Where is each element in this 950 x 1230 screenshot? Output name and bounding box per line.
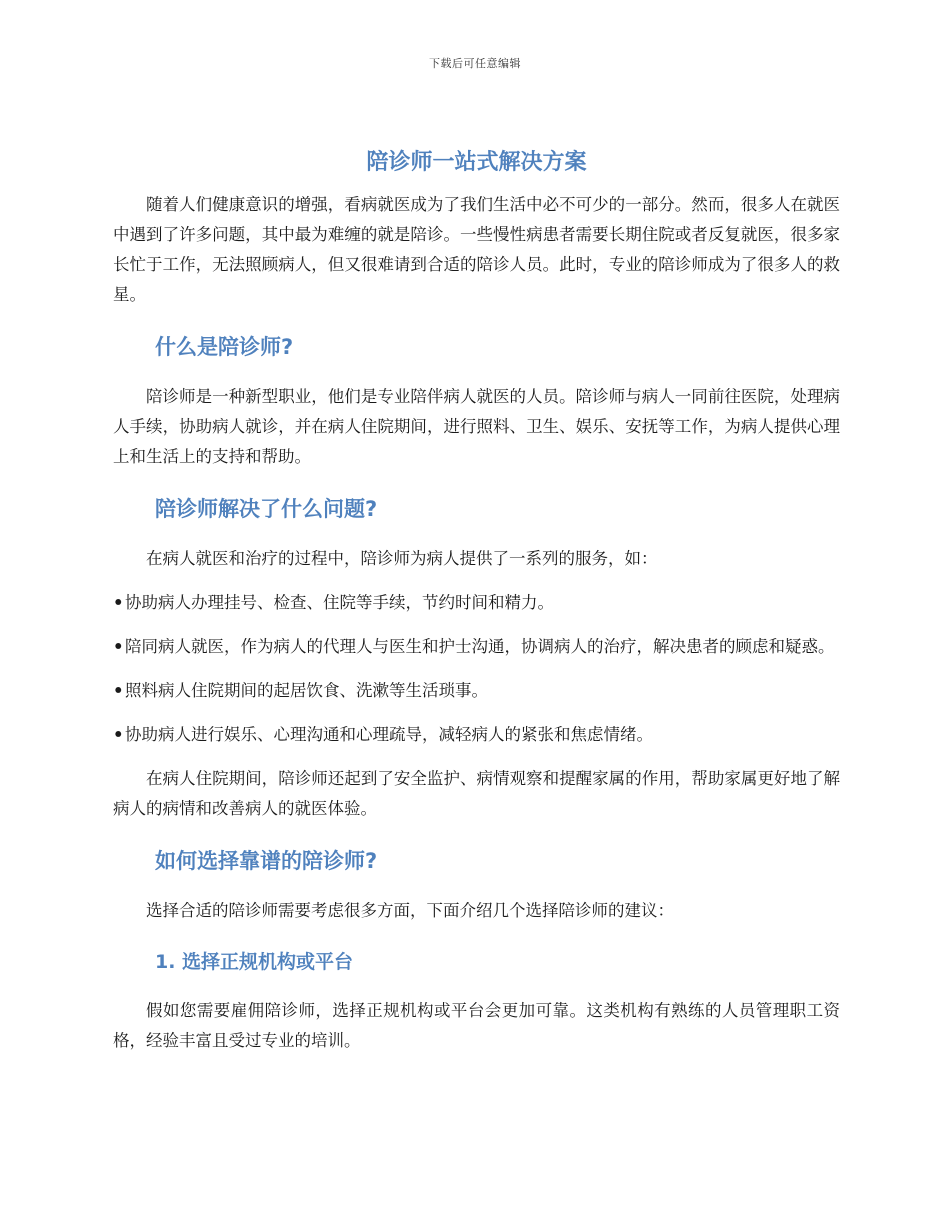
subsection-heading-formal-agency: 1. 选择正规机构或平台 [155,951,354,973]
list-item-text: 协助病人进行娱乐、心理沟通和心理疏导，减轻病人的紧张和焦虑情绪。 [125,725,653,744]
subsection-formal-agency-body: 假如您需要雇佣陪诊师，选择正规机构或平台会更加可靠。这类机构有熟练的人员管理职工资格，经验丰富且受过专业的培训。 [113,1001,840,1050]
section-heading-what-is: 什么是陪诊师? [155,335,294,359]
list-item-text: 协助病人办理挂号、检查、住院等手续，节约时间和精力。 [125,593,554,612]
bullet-icon: • [113,637,124,656]
bullet-icon: • [113,681,124,700]
list-item [113,676,840,706]
list-item [113,632,840,662]
section-what-is-body: 陪诊师是一种新型职业，他们是专业陪伴病人就医的人员。陪诊师与病人一同前往医院，处理病人手续，协助病人就诊，并在病人住院期间，进行照料、卫生、娱乐、安抚等工作，为病人提供心理上和生活上的支持和帮助。 [113,387,840,466]
section-heading-problems: 陪诊师解决了什么问题? [155,497,378,521]
section-heading-how-to-choose: 如何选择靠谱的陪诊师? [155,849,378,873]
list-item [113,588,840,618]
section-how-to-choose-lead: 选择合适的陪诊师需要考虑很多方面，下面介绍几个选择陪诊师的建议： [146,901,674,920]
intro-paragraph: 随着人们健康意识的增强，看病就医成为了我们生活中必不可少的一部分。然而，很多人在就医中遇到了许多问题，其中最为难缠的就是陪诊。一些慢性病患者需要长期住院或者反复就医，很多家长忙于工作，无法照顾病人，但又很难请到合适的陪诊人员。此时，专业的陪诊师成为了很多人的救星。 [113,195,840,304]
list-item-text: 陪同病人就医，作为病人的代理人与医生和护士沟通，协调病人的治疗，解决患者的顾虑和疑惑。 [125,637,835,656]
list-item [113,720,840,750]
list-item-text: 照料病人住院期间的起居饮食、洗漱等生活琐事。 [125,681,488,700]
section-problems-closing: 在病人住院期间，陪诊师还起到了安全监护、病情观察和提醒家属的作用，帮助家属更好地了解病人的病情和改善病人的就医体验。 [113,769,840,818]
bullet-icon: • [113,725,124,744]
document-body [113,146,840,1056]
bullet-icon: • [113,593,124,612]
document-title: 陪诊师一站式解决方案 [366,150,587,175]
section-problems-lead: 在病人就医和治疗的过程中，陪诊师为病人提供了一系列的服务，如： [146,549,658,568]
header-note: 下载后可任意编辑 [429,57,521,70]
